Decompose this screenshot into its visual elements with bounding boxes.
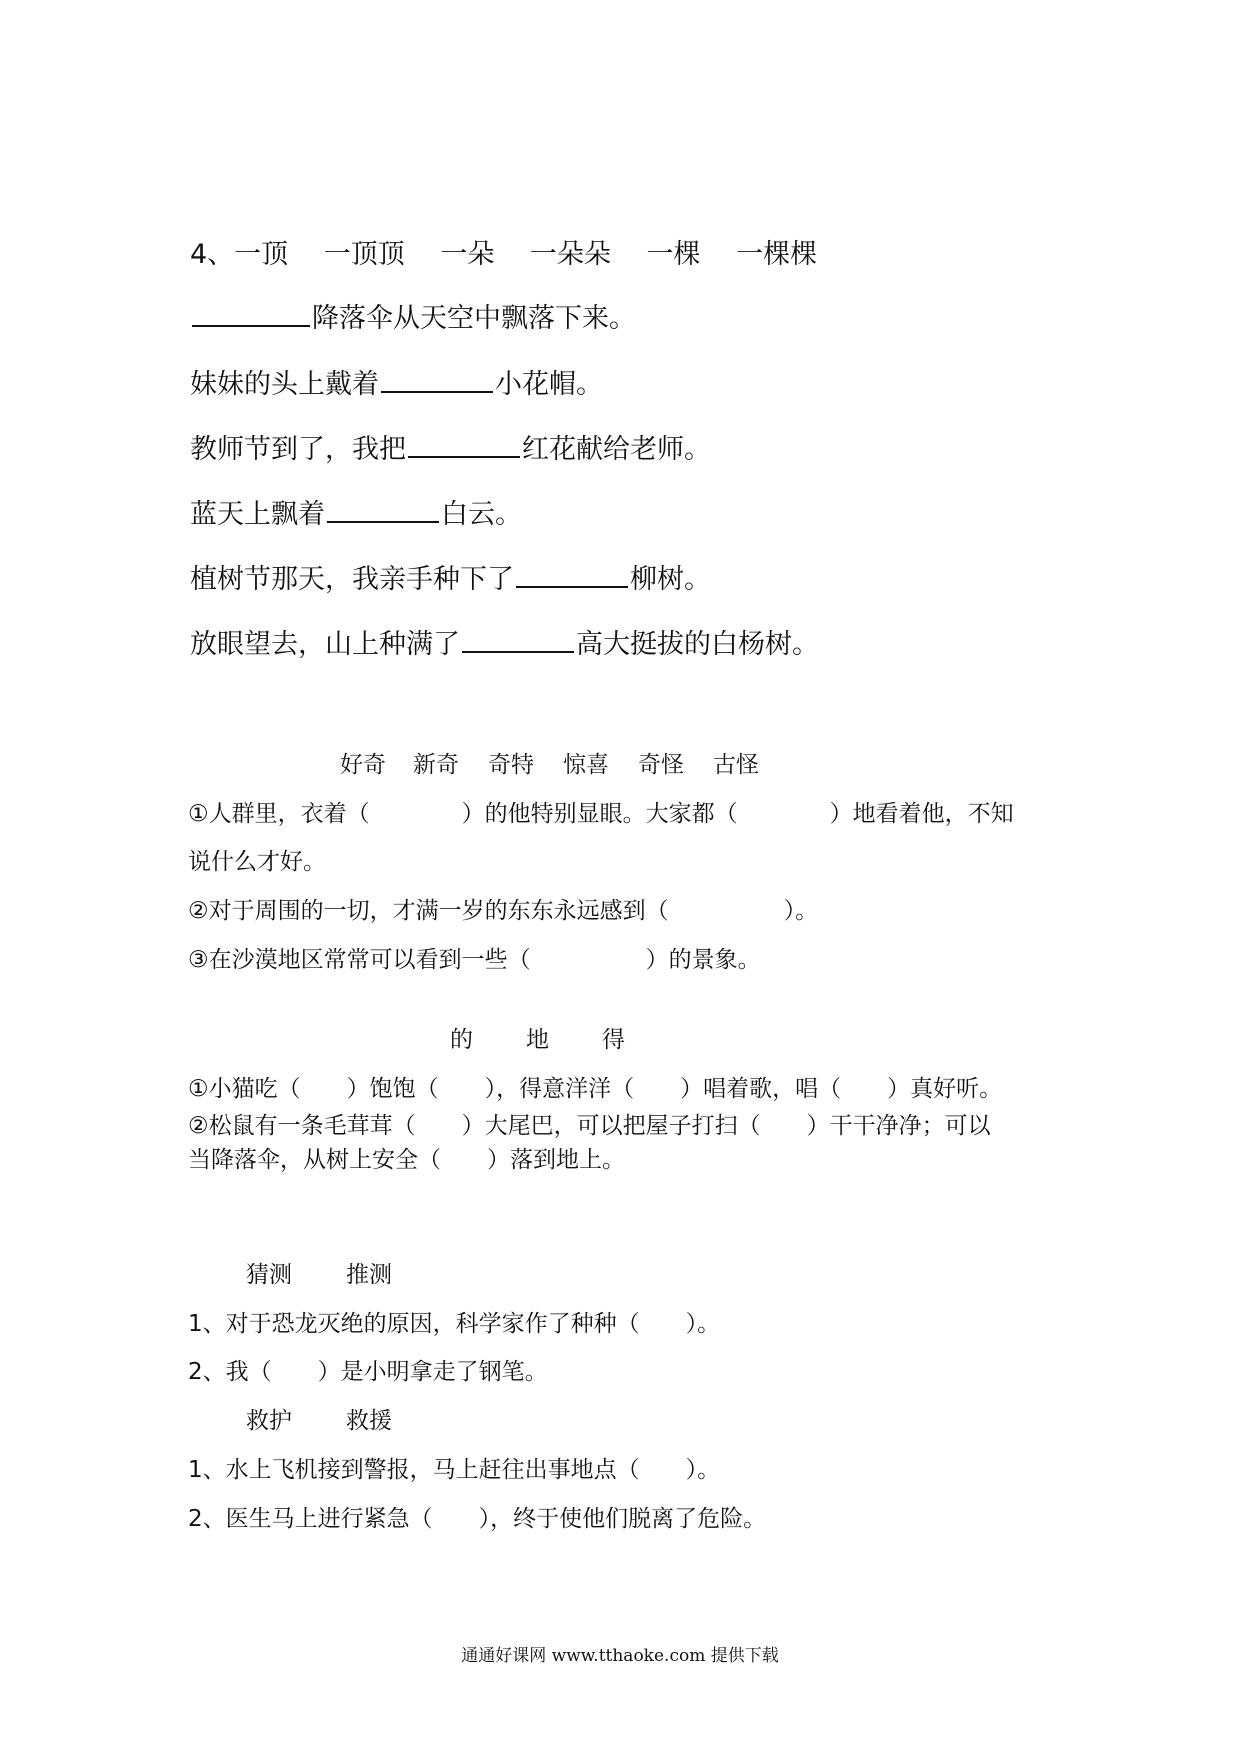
sentence-1-after: 降落伞从天空中飘落下来。 [312, 303, 636, 334]
cece-word-1: 推测 [346, 1262, 392, 1288]
de-line-2: ②松鼠有一条毛茸茸（ ）大尾巴，可以把屋子打扫（ ）干干净净；可以 [188, 1113, 991, 1139]
qi-word-0: 好奇 [340, 752, 386, 778]
de-word-1: 地 [526, 1027, 549, 1053]
qi-line-4: ③在沙漠地区常常可以看到一些（ ）的景象。 [188, 947, 761, 973]
sentence-4-before: 蓝天上飘着 [190, 499, 325, 530]
sentence-5 [190, 557, 711, 596]
blank [192, 324, 310, 327]
sentence-5-after: 柳树。 [630, 564, 711, 595]
qi-line-3: ②对于周围的一切，才满一岁的东东永远感到（ ）。 [188, 898, 819, 924]
jiu-line-2: 2、医生马上进行紧急（ ），终于使他们脱离了危险。 [188, 1506, 767, 1532]
cece-line-2: 2、我（ ）是小明拿走了钢笔。 [188, 1359, 548, 1385]
sentence-2 [190, 362, 603, 401]
qi-line-2: 说什么才好。 [188, 849, 326, 875]
de-word-0: 的 [450, 1027, 473, 1053]
sentence-2-after: 小花帽。 [495, 369, 603, 400]
qi-line-1: ①人群里，衣着（ ）的他特别显眼。大家都（ ）地看着他，不知 [188, 801, 1014, 827]
blank [516, 585, 628, 588]
sentence-4-after: 白云。 [441, 499, 522, 530]
sentence-3 [190, 427, 711, 466]
footer-credit: 通通好课网 www.tthaoke.com 提供下载 [461, 1646, 779, 1666]
sentence-6-before: 放眼望去，山上种满了 [190, 629, 460, 660]
sentence-3-after: 红花献给老师。 [522, 434, 711, 465]
sentence-3-before: 教师节到了，我把 [190, 434, 406, 465]
qi-word-1: 新奇 [413, 752, 459, 778]
jiu-word-1: 救援 [346, 1408, 392, 1434]
de-word-2: 得 [602, 1027, 625, 1053]
cece-line-1: 1、对于恐龙灭绝的原因，科学家作了种种（ ）。 [188, 1311, 721, 1337]
cece-word-0: 猜测 [246, 1262, 292, 1288]
jiu-line-1: 1、水上飞机接到警报，马上赶往出事地点（ ）。 [188, 1457, 721, 1483]
de-line-3: 当降落伞，从树上安全（ ）落到地上。 [188, 1147, 625, 1173]
blank [408, 455, 520, 458]
qi-word-3: 惊喜 [563, 752, 609, 778]
blank [462, 650, 574, 653]
qi-word-5: 古怪 [713, 752, 759, 778]
sentence-6-after: 高大挺拔的白杨树。 [576, 629, 819, 660]
qi-word-2: 奇特 [488, 752, 534, 778]
sentence-2-before: 妹妹的头上戴着 [190, 369, 379, 400]
de-line-1: ①小猫吃（ ）饱饱（ ），得意洋洋（ ）唱着歌，唱（ ）真好听。 [188, 1076, 1003, 1102]
blank [381, 390, 493, 393]
blank [327, 520, 439, 523]
section4-header: 4、一顶 一顶顶 一朵 一朵朵 一棵 一棵棵 [190, 239, 818, 270]
sentence-1 [190, 296, 636, 335]
sentence-4 [190, 492, 522, 531]
jiu-word-0: 救护 [246, 1408, 292, 1434]
sentence-5-before: 植树节那天，我亲手种下了 [190, 564, 514, 595]
sentence-6 [190, 622, 819, 661]
qi-word-4: 奇怪 [638, 752, 684, 778]
